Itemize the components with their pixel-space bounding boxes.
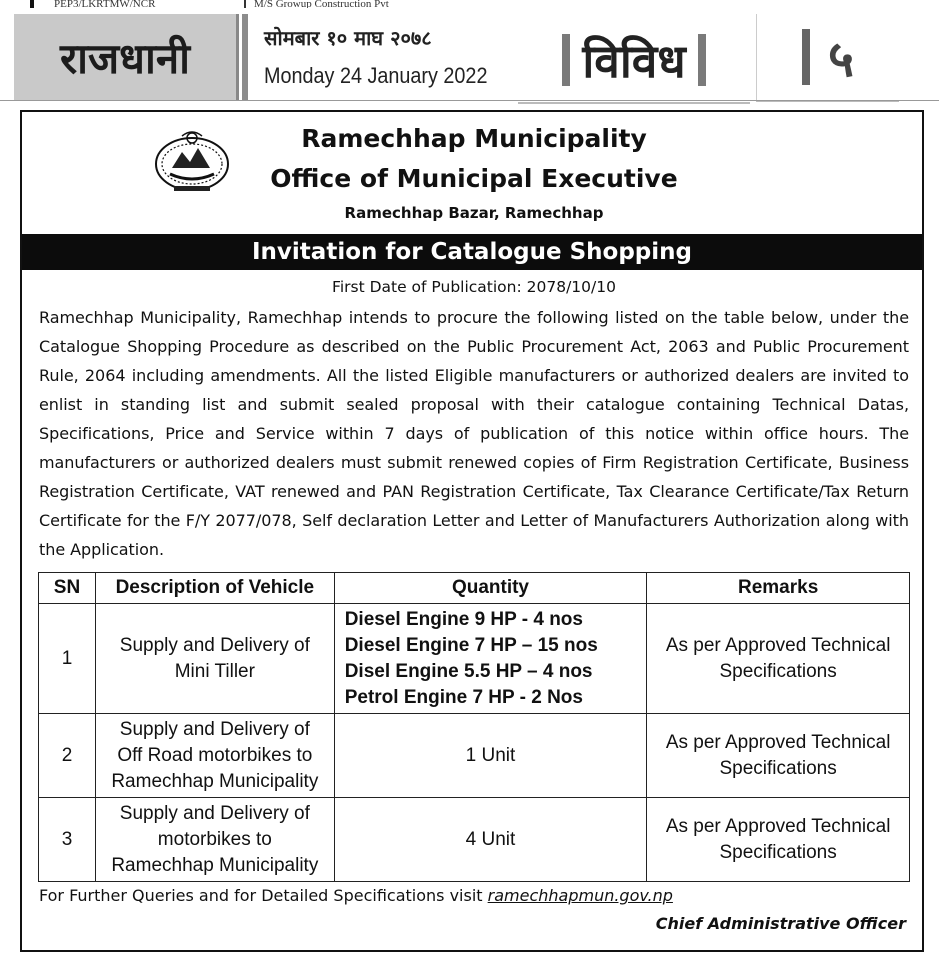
page-block	[756, 14, 899, 102]
table-header-row	[39, 573, 910, 604]
header-sn: SN	[39, 573, 96, 604]
table-row	[39, 604, 910, 714]
items-table	[38, 572, 910, 882]
divider-bar	[802, 29, 810, 85]
table-row	[39, 714, 910, 798]
signature: Chief Administrative Officer	[655, 914, 906, 933]
notice-box	[20, 110, 924, 952]
masthead-rule	[0, 100, 939, 101]
row-sn: 3	[39, 798, 96, 882]
divider-bar	[698, 34, 706, 86]
row-quantity	[334, 604, 647, 714]
footer-text: For Further Queries and for Detailed Specifications visit	[39, 886, 483, 905]
row-quantity: 4 Unit	[334, 798, 647, 882]
office-name: Office of Municipal Executive	[270, 164, 678, 193]
divider-bar	[562, 34, 570, 86]
quantity-line: Diesel Engine 9 HP - 4 nos	[344, 608, 583, 630]
row-sn: 2	[39, 714, 96, 798]
header-quantity: Quantity	[334, 573, 647, 604]
quantity-line: Disel Engine 5.5 HP – 4 nos	[344, 660, 593, 682]
section-title: विविध	[582, 34, 686, 88]
remarks-line: Specifications	[719, 660, 837, 682]
quantity-line: Diesel Engine 7 HP – 15 nos	[344, 634, 598, 656]
publication-date: First Date of Publication: 2078/10/10	[332, 278, 616, 296]
table-row	[39, 798, 910, 882]
row-description	[95, 604, 334, 714]
remarks-line: As per Approved Technical	[665, 731, 891, 753]
row-remarks	[647, 798, 910, 882]
description-line: Off Road motorbikes to	[117, 744, 313, 766]
footer-note	[39, 886, 673, 905]
newspaper-name: राजधानी	[14, 14, 239, 100]
section-block	[518, 18, 750, 104]
remarks-line: As per Approved Technical	[665, 634, 891, 656]
remarks-line: Specifications	[719, 841, 837, 863]
date-english: Monday 24 January 2022	[264, 63, 488, 88]
row-description	[95, 798, 334, 882]
description-line: Supply and Delivery of	[119, 802, 310, 824]
row-description	[95, 714, 334, 798]
description-line: Supply and Delivery of	[119, 718, 310, 740]
row-quantity: 1 Unit	[334, 714, 647, 798]
org-name: Ramechhap Municipality	[301, 124, 647, 153]
description-line: Supply and Delivery of	[119, 634, 310, 656]
description-line: Ramechhap Municipality	[111, 854, 319, 876]
row-remarks	[647, 604, 910, 714]
quantity-line: Petrol Engine 7 HP - 2 Nos	[344, 686, 583, 708]
office-address: Ramechhap Bazar, Ramechhap	[344, 204, 604, 222]
description-line: Ramechhap Municipality	[111, 770, 319, 792]
notice-body: Ramechhap Municipality, Ramechhap intends to procure the following listed on the table below, under the Catalogue Shopping Procedure as described on the Public Procurement Act, 2063 and Public Procurement Rule, 2064 including amendments. All the listed Eligible manufacturers or authorized dealers are invited to enlist in standing list and submit sealed proposal with their catalogue containing Technical Datas, Specifications, Price and Service within 7 days of publication of this notice within office hours. The manufacturers or authorized dealers must submit renewed copies of Firm Registration Certificate, Business Registration Certificate, VAT renewed and PAN Registration Certificate, Tax Clearance Certificate/Tax Return Certificate for the F/Y 2077/078, Self declaration Letter and Letter of Manufacturers Authorization along with the Application.	[39, 308, 909, 559]
remarks-line: Specifications	[719, 757, 837, 779]
website-link[interactable]: ramechhapmun.gov.np	[487, 886, 673, 905]
date-block	[242, 14, 510, 100]
top-strip-right: M/S Growup Construction Pvt	[244, 0, 389, 8]
remarks-line: As per Approved Technical	[665, 815, 891, 837]
row-sn: 1	[39, 604, 96, 714]
header-remarks: Remarks	[647, 573, 910, 604]
row-remarks	[647, 714, 910, 798]
date-nepali: सोमबार १० माघ २०७८	[264, 26, 432, 50]
description-line: motorbikes to	[157, 828, 272, 850]
top-strip-left: PEP3/LKRTMW/NCR	[54, 0, 156, 8]
header-description: Description of Vehicle	[95, 573, 334, 604]
top-strip	[30, 0, 494, 8]
notice-title: Invitation for Catalogue Shopping	[22, 234, 922, 270]
description-line: Mini Tiller	[174, 660, 255, 682]
page-number: ५	[828, 30, 854, 88]
